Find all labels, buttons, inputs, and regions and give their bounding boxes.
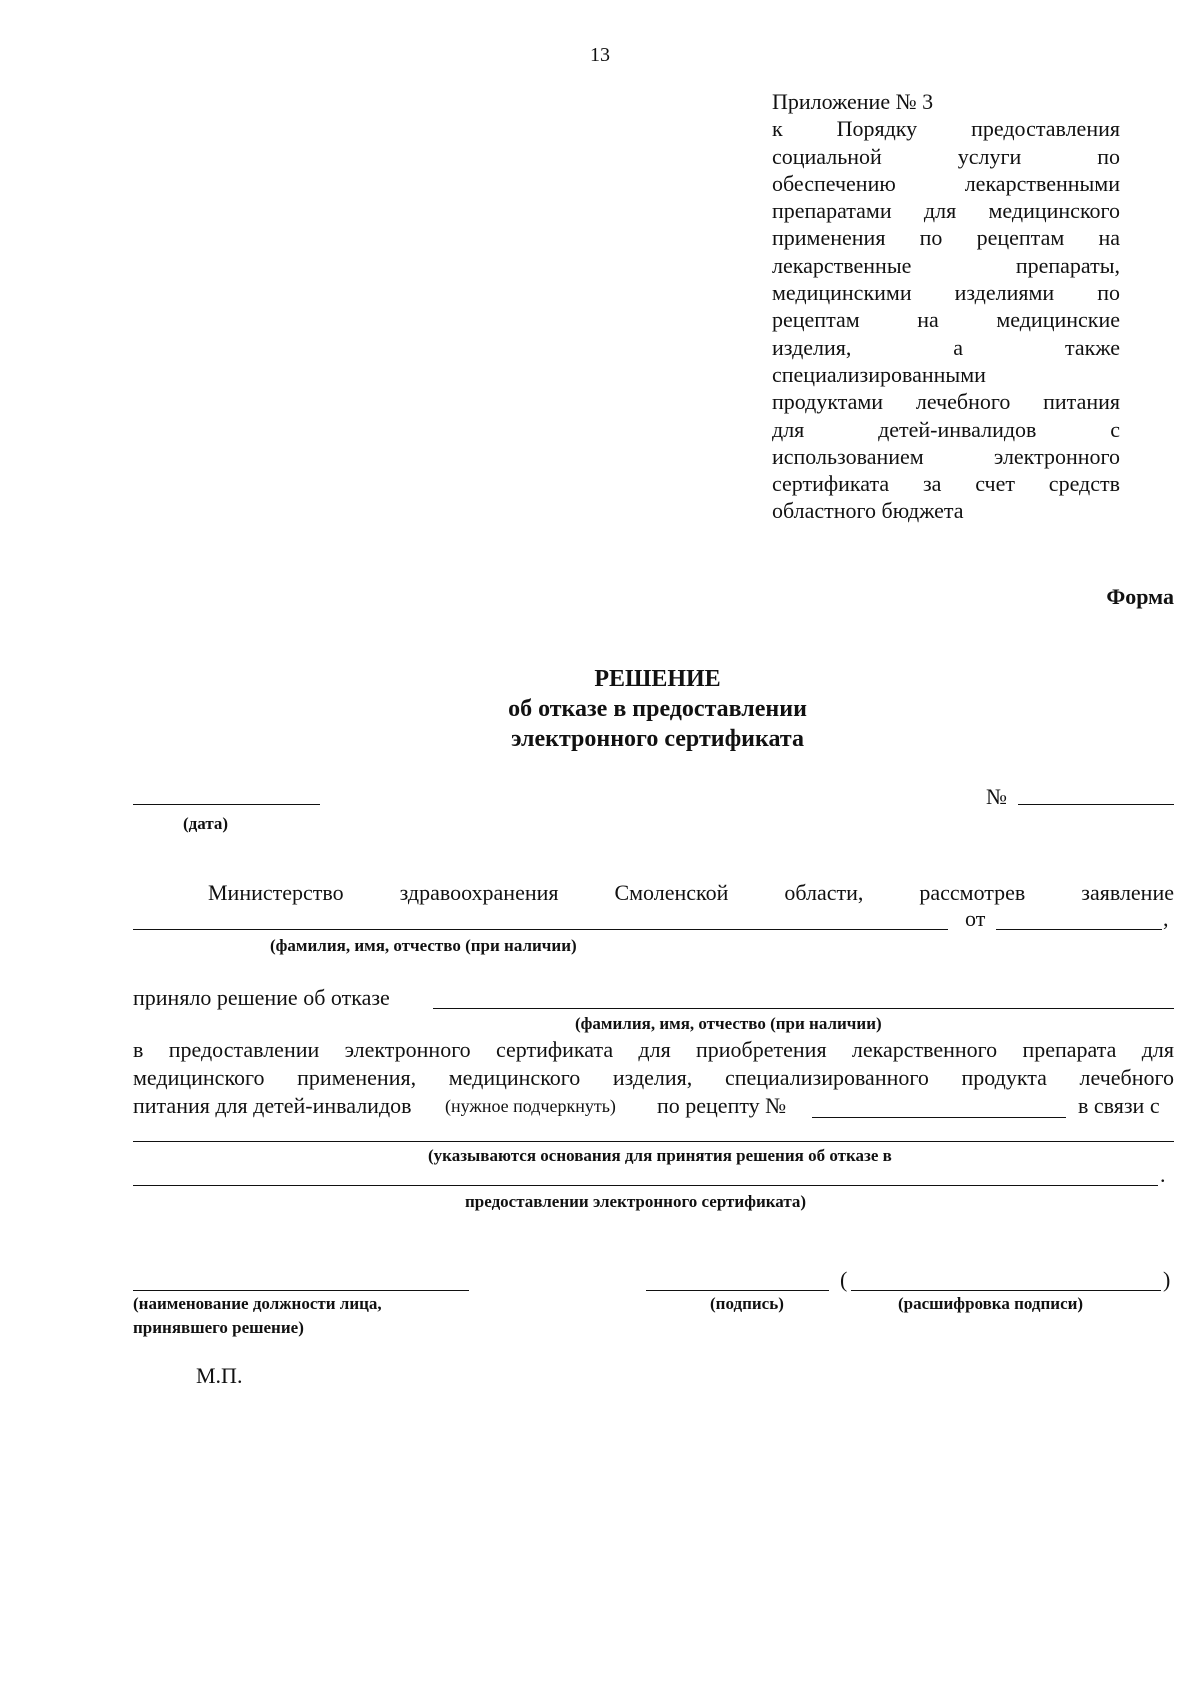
appendix-line: медицинскими изделиями по	[772, 280, 1120, 306]
appendix-block	[772, 88, 1120, 525]
stamp-label: М.П.	[196, 1363, 243, 1388]
signature-decoding-field-line[interactable]	[851, 1290, 1161, 1291]
page-number: 13	[590, 44, 610, 66]
title-line: электронного сертификата	[511, 726, 804, 752]
appendix-line: сертификата за счет средств	[772, 471, 1120, 497]
number-sign: №	[986, 784, 1007, 809]
appendix-line: продуктами лечебного питания	[772, 389, 1120, 415]
caption-fio-1: (фамилия, имя, отчество (при наличии)	[270, 936, 577, 955]
appendix-line: лекарственные препараты,	[772, 252, 1120, 278]
period: .	[1160, 1162, 1166, 1187]
close-paren: )	[1163, 1267, 1171, 1292]
applicant-name-field-line[interactable]	[133, 929, 948, 930]
appendix-line: изделия, а также	[772, 334, 1120, 360]
recipe-number-field-line[interactable]	[812, 1117, 1066, 1118]
appendix-line: рецептам на медицинские	[772, 307, 1120, 333]
appendix-title: Приложение № 3	[772, 89, 934, 114]
position-caption-1: (наименование должности лица,	[133, 1294, 382, 1313]
application-date-field-line[interactable]	[996, 929, 1162, 930]
number-field-line[interactable]	[1018, 804, 1174, 805]
from-label: от	[965, 906, 986, 931]
appendix-line: специализированными	[772, 361, 986, 387]
body-line-5-end: в связи с	[1078, 1093, 1160, 1118]
reason-field-line-1[interactable]	[133, 1141, 1174, 1142]
position-field-line[interactable]	[133, 1290, 469, 1291]
body-line-5-start: питания для детей-инвалидов	[133, 1093, 412, 1118]
title-line: об отказе в предоставлении	[508, 696, 807, 722]
appendix-line: к Порядку предоставления	[772, 116, 1120, 142]
caption-reason-1: (указываются основания для принятия решения об отказе в	[428, 1146, 892, 1165]
comma: ,	[1163, 906, 1169, 931]
reason-field-line-2[interactable]	[133, 1185, 1158, 1186]
signature-caption: (подпись)	[710, 1294, 784, 1313]
document-title	[0, 664, 1200, 754]
body-line-4: медицинского применения, медицинского изделия, специализированного продукта лечебного	[133, 1065, 1174, 1090]
appendix-line: социальной услуги по	[772, 143, 1120, 169]
position-caption-2: принявшего решение)	[133, 1318, 304, 1337]
date-field-line[interactable]	[133, 804, 320, 805]
appendix-line: для детей-инвалидов с	[772, 416, 1120, 442]
appendix-line: использованием электронного	[772, 443, 1120, 469]
recipe-label: по рецепту №	[657, 1093, 787, 1118]
appendix-line: обеспечению лекарственными	[772, 170, 1120, 196]
body-line-3: в предоставлении электронного сертификата для приобретения лекарственного препарата для	[133, 1037, 1174, 1062]
appendix-line: применения по рецептам на	[772, 225, 1120, 251]
appendix-line: препаратами для медицинского	[772, 198, 1120, 224]
underline-note: (нужное подчеркнуть)	[445, 1096, 616, 1116]
body-line-1: Министерство здравоохранения Смоленской области, рассмотрев заявление	[208, 880, 1174, 905]
decision-label: приняло решение об отказе	[133, 985, 390, 1010]
open-paren: (	[840, 1267, 848, 1292]
appendix-line: областного бюджета	[772, 498, 964, 524]
decoding-caption: (расшифровка подписи)	[898, 1294, 1084, 1313]
date-caption: (дата)	[183, 814, 229, 833]
signature-field-line[interactable]	[646, 1290, 829, 1291]
title-line: РЕШЕНИЕ	[594, 666, 721, 692]
form-label: Форма	[1106, 584, 1174, 609]
refused-person-field-line[interactable]	[433, 1008, 1174, 1009]
caption-fio-2: (фамилия, имя, отчество (при наличии)	[575, 1014, 882, 1033]
caption-reason-2: предоставлении электронного сертификата)	[465, 1192, 807, 1211]
